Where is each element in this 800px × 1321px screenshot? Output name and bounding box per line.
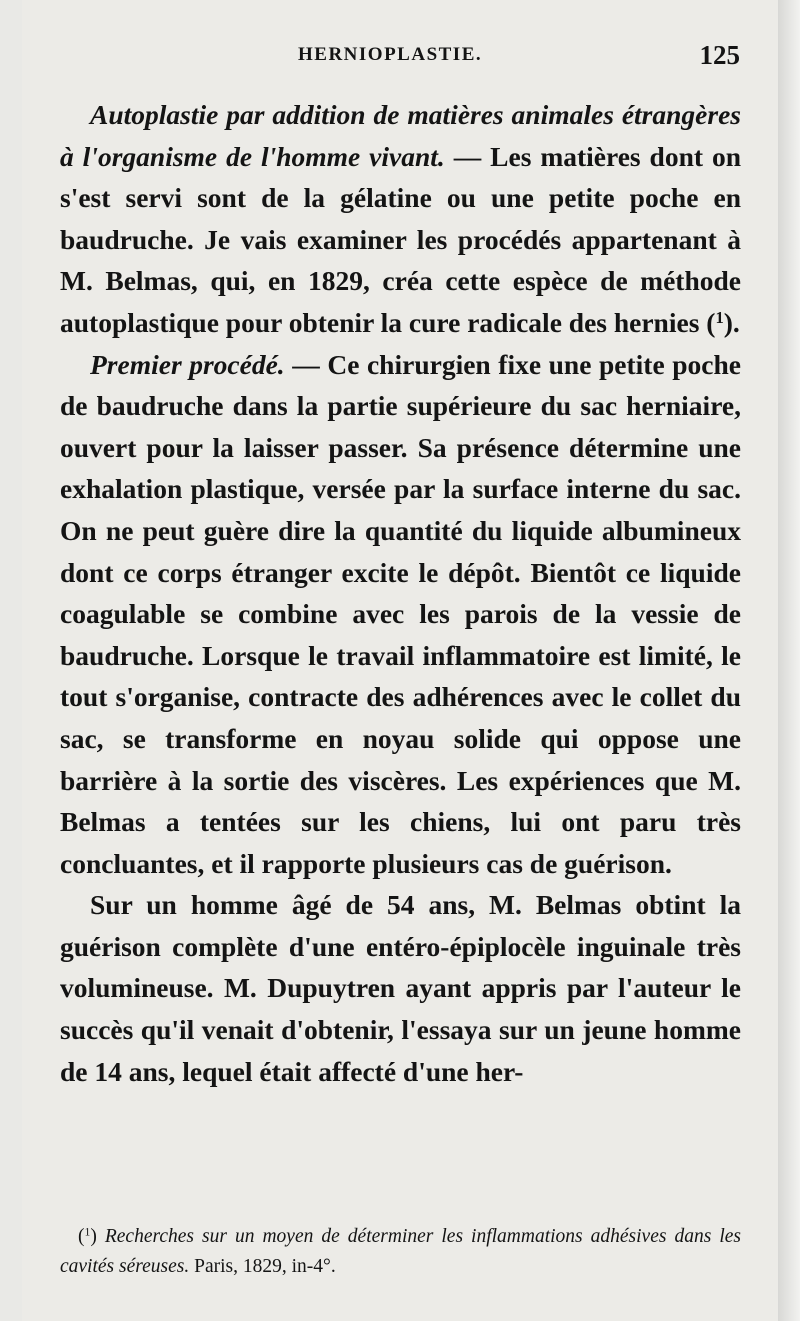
footnote-paragraph: ($^1$) Recherches sur un moyen de déterminer les inflammations adhésives dans les cavités séreuses. Paris, 1829, in-4°.	[60, 1225, 741, 1277]
footnote-marker: 1	[84, 1225, 91, 1239]
footnote-title: Recherches sur un moyen de déterminer les inflammations adhésives dans les cavités séreuses.	[60, 1226, 741, 1277]
paragraph-autoplastie	[60, 94, 741, 344]
paragraph-text: — Les matières dont on s'est servi sont de la gélatine ou une petite poche en baudruche. Je vais examiner les procédés appartenant à M. Belmas, qui, en 1829, créa cette espèce de méthode autoplastique pour obtenir la cure radicale des hernies (	[60, 140, 741, 338]
page-number: 125	[699, 40, 740, 70]
body-text	[60, 94, 741, 1092]
page-edge	[778, 0, 800, 1321]
footnote	[60, 1222, 741, 1282]
paragraph-premier-procede	[60, 344, 741, 885]
page-header	[60, 40, 740, 74]
italic-heading: Autoplastie par addition de matières animales étrangères à l'organisme de l'homme vivant.	[60, 99, 741, 172]
paragraph-text-end: ).	[723, 306, 740, 338]
italic-heading: Premier procédé.	[90, 348, 285, 380]
footnote-reference: 1	[715, 307, 724, 327]
paragraph-text: Sur un homme âgé de 54 ans, M. Belmas obtint la guérison complète d'une entéro-épiplocèle inguinale très volumineuse. M. Dupuytren ayant appris par l'auteur le succès qu'il venait d'obtenir, l'essaya sur un jeune homme de 14 ans, lequel était affecté d'une her-	[60, 889, 741, 1087]
footnote-publication: Paris, 1829, in-4°.	[189, 1256, 336, 1277]
paragraph-text: — Ce chirurgien fixe une petite poche de baudruche dans la partie supérieure du sac herniaire, ouvert pour la laisser passer. Sa présence détermine une exhalation plastique, versée par la surface interne du sac. On ne peut guère dire la quantité du liquide albumineux dont ce corps étranger excite le dépôt. Bientôt ce liquide coagulable se combine avec les parois de la vessie de baudruche. Lorsque le travail inflammatoire est limité, le tout s'organise, contracte des adhérences avec le collet du sac, se transforme en noyau solide qui oppose une barrière à la sortie des viscères. Les expériences que M. Belmas a tentées sur les chiens, lui ont paru très concluantes, et il rapporte plusieurs cas de guérison.	[60, 348, 741, 879]
running-title: HERNIOPLASTIE.	[298, 44, 483, 65]
paragraph-sur-un-homme	[60, 884, 741, 1092]
